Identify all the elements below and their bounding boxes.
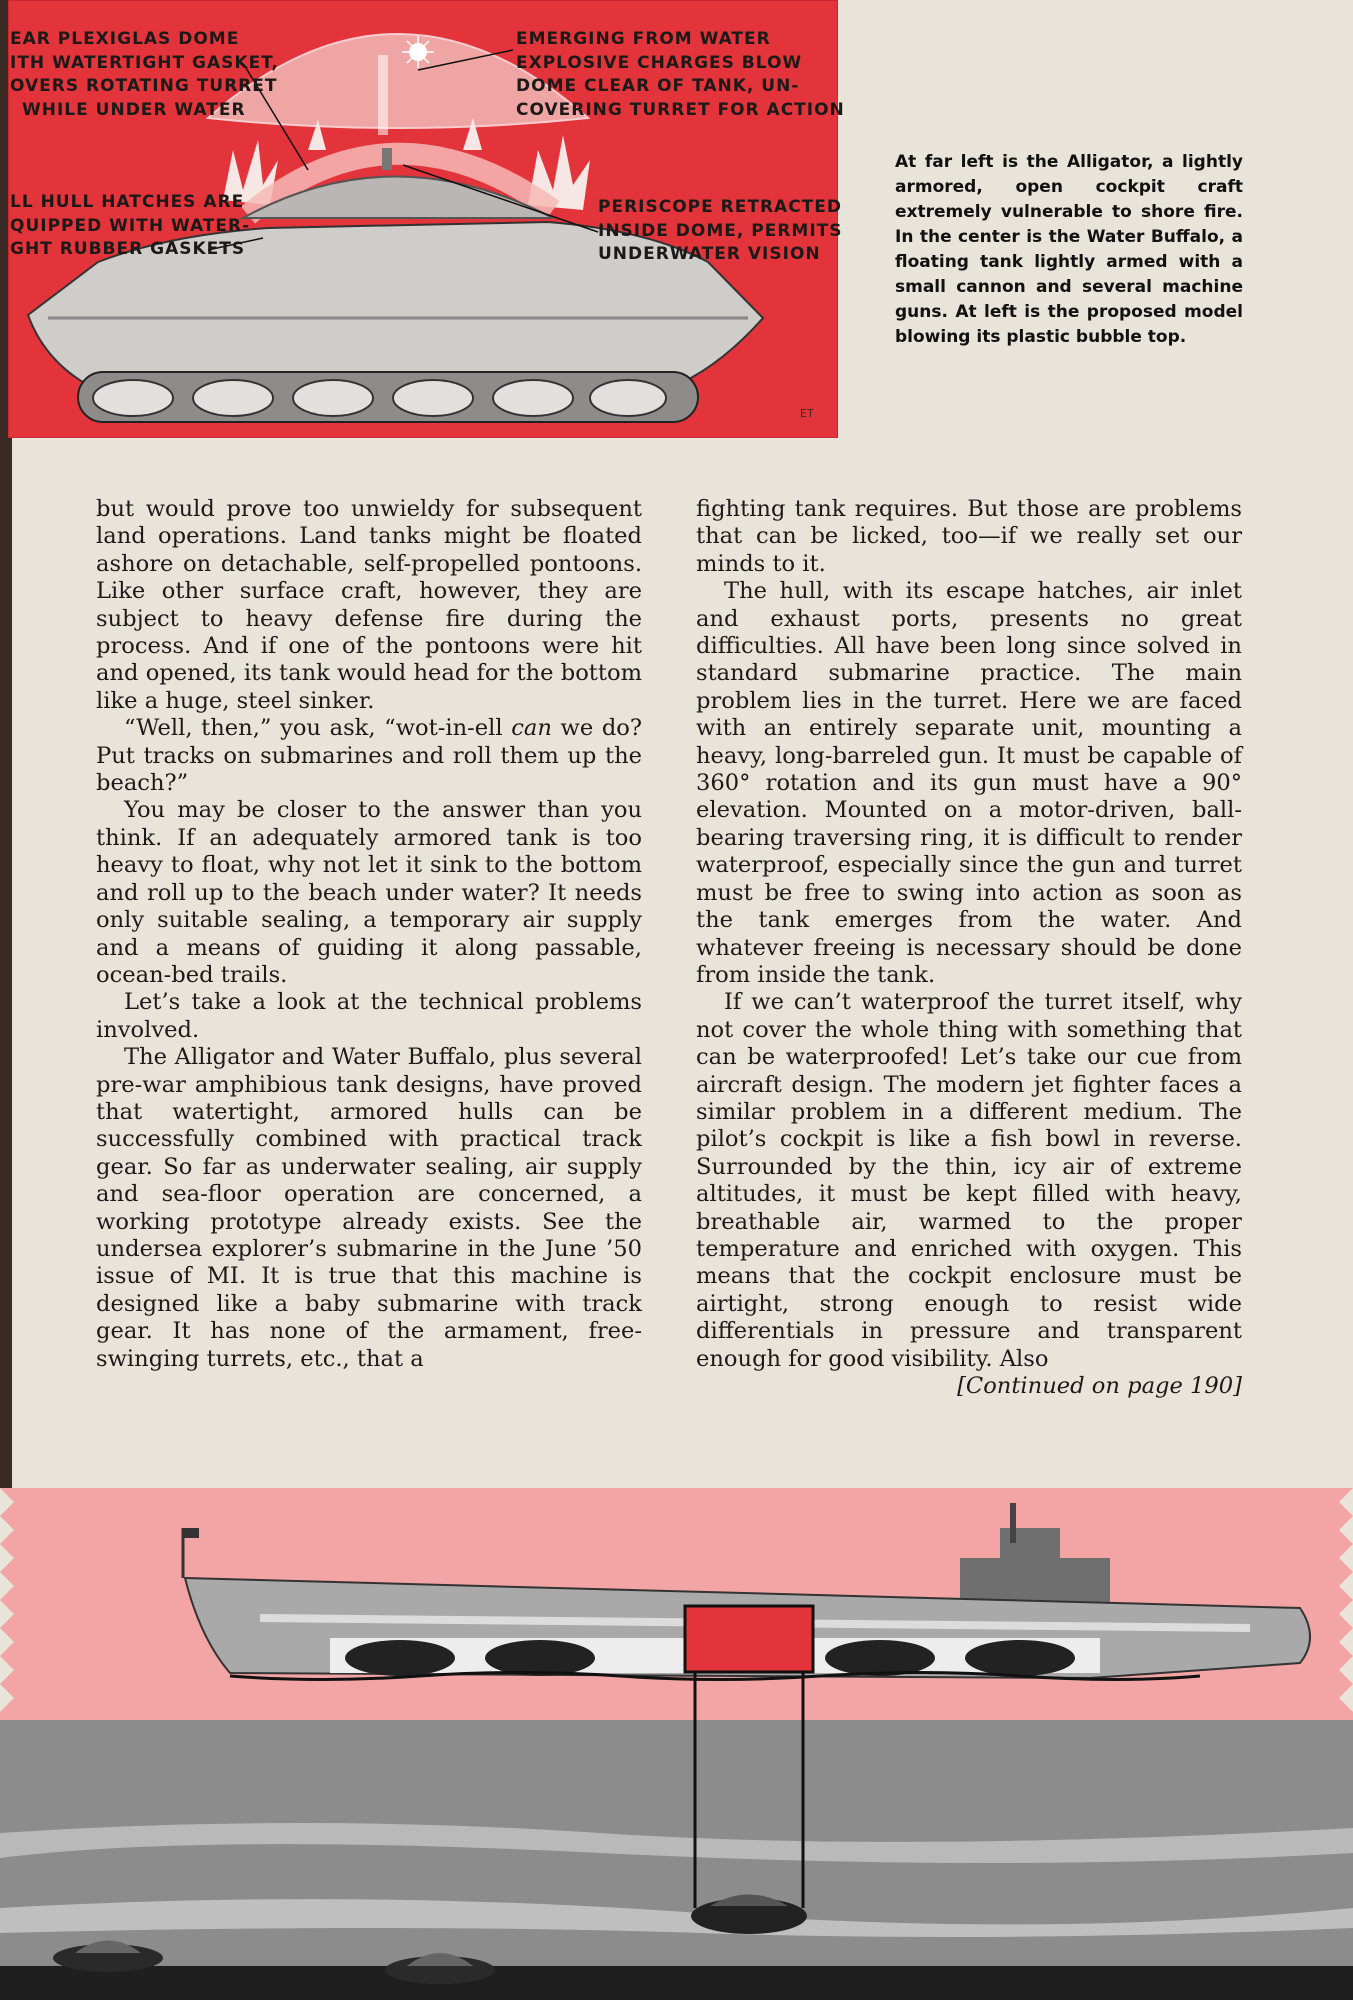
callout-hull-hatches: LL HULL HATCHES ARE QUIPPED WITH WATER- GHT RUBBER GASKETS: [10, 192, 251, 259]
paragraph: You may be closer to the answer than you think. If an adequately armored tank is too heavy to float, why not let it sink to the bottom and roll up to the beach under water? It needs only suitable sealing, a temporary air supply and a means of guiding it along passable, ocean-bed trails.: [96, 797, 642, 988]
periscope: [382, 148, 392, 170]
left-column: [96, 496, 642, 1373]
paragraph: If we can’t waterproof the turret itself, why not cover the whole thing with something that can be waterproofed! Let’s take our cue from aircraft design. The modern jet fighter faces a similar problem in a different medium. The pilot’s cockpit is like a fish bowl in reverse. Surrounded by the thin, icy air of extreme altitudes, it must be kept filled with heavy, breathable air, warmed to the proper temperature and enriched with oxygen. This means that the cockpit enclosure must be airtight, strong enough to resist wide differentials in pressure and transparent enough for good visibility. Also [Continued on page 190]: [696, 989, 1242, 1399]
paragraph: “Well, then,” you ask, “wot-in-ell can we do? Put tracks on submarines and roll them up the beach?”: [96, 715, 642, 797]
photo-caption: At far left is the Alligator, a lightly armored, open cockpit craft extremely vulnerable to shore fire. In the center is the Water Buffalo, a floating tank lightly armed with a small cannon and several machine guns. At left is the proposed model blowing its plastic bubble top.: [895, 152, 1243, 347]
callout-periscope: PERISCOPE RETRACTED INSIDE DOME, PERMITS UNDERWATER VISION: [598, 197, 843, 264]
paragraph: The Alligator and Water Buffalo, plus several pre-war amphibious tank designs, have proved that watertight, armored hulls can be successfully combined with practical track gear. So far as underwater sealing, air supply and sea-floor operation are concerned, a working prototype already exists. See the undersea explorer’s submarine in the June ’50 issue of MI. It is true that this machine is designed like a baby submarine with track gear. It has none of the armament, free-swinging turrets, etc., that a: [96, 1044, 642, 1372]
sea-floor: [0, 1966, 1353, 2000]
right-column: [696, 496, 1242, 1400]
continued-note: [Continued on page 190]: [957, 1373, 1242, 1399]
landing-ship-illustration: [0, 1488, 1353, 2000]
callout-explosive-charges: EMERGING FROM WATER EXPLOSIVE CHARGES BLOW DOME CLEAR OF TANK, UN- COVERING TURRET FOR ACTION: [516, 29, 845, 120]
launch-well: [685, 1606, 813, 1672]
paragraph: Let’s take a look at the technical problems involved.: [96, 989, 642, 1043]
artist-signature: ET: [800, 407, 814, 420]
paragraph: fighting tank requires. But those are problems that can be licked, too—if we really set our minds to it.: [696, 496, 1242, 577]
paragraph: but would prove too unwieldy for subsequent land operations. Land tanks might be floated ashore on detachable, self-propelled pontoons. Like other surface craft, however, they are subject to heavy defense fire during the process. And if one of the pontoons were hit and opened, its tank would head for the bottom like a huge, steel sinker.: [96, 496, 642, 714]
callout-dome: EAR PLEXIGLAS DOME ITH WATERTIGHT GASKET, OVERS ROTATING TURRET WHILE UNDER WATER: [10, 29, 279, 120]
paragraph: The hull, with its escape hatches, air inlet and exhaust ports, presents no great difficulties. All have been long since solved in standard submarine practice. The main problem lies in the turret. Here we are faced with an entirely separate unit, mounting a heavy, long-barreled gun. It must be capable of 360° rotation and its gun must have a 90° elevation. Mounted on a motor-driven, ball-bearing traversing ring, it is difficult to render waterproof, especially since the gun and turret must be free to swing into action as soon as the tank emerges from the water. And whatever freeing is necessary should be done from inside the tank.: [696, 578, 1242, 988]
